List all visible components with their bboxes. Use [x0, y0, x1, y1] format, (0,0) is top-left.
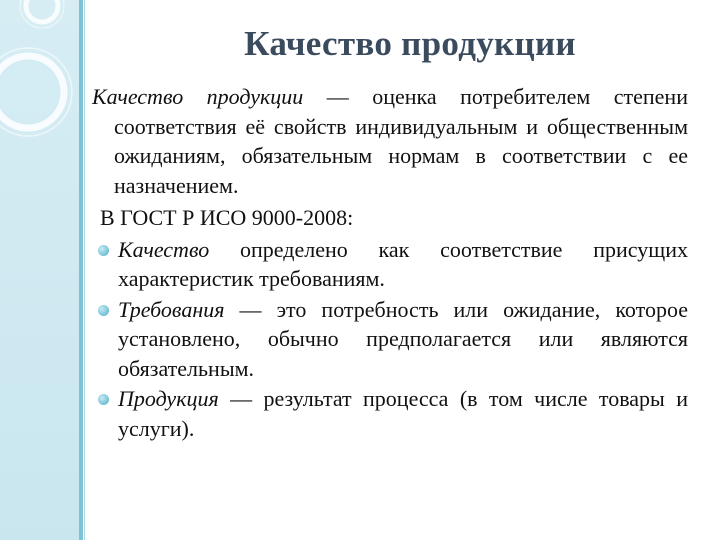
bullet-icon [98, 245, 109, 256]
definition-term: Качество продукции [92, 84, 304, 109]
list-item [92, 295, 688, 384]
item-term: Требования [118, 296, 225, 322]
definition-text: — оценка потребителем степени соответствия её свойств индивидуальным и общественным ожиданиям, обязательным нормам в соответствии с ее назначением. [114, 84, 688, 198]
gost-heading: В ГОСТ Р ИСО 9000-2008: [100, 205, 354, 230]
list-item [92, 235, 688, 294]
bullet-icon [98, 305, 109, 316]
item-term: Продукция [118, 386, 219, 411]
item-text: — это потребность или ожидание, которое установлено, обычно предполагается или являются обязательным. [118, 296, 688, 381]
decorative-circles-icon [0, 0, 90, 190]
list-item [92, 384, 688, 443]
bullet-icon [98, 394, 109, 405]
item-text: — результат процесса (в том числе товары и услуги). [118, 386, 688, 441]
slide-body [92, 82, 688, 443]
definition-paragraph [92, 82, 688, 200]
item-text: определено как соответствие присущих характеристик требованиям. [118, 236, 688, 291]
bullet-list [92, 235, 688, 444]
item-term: Качество [118, 236, 210, 262]
slide-title: Качество продукции [244, 24, 576, 63]
